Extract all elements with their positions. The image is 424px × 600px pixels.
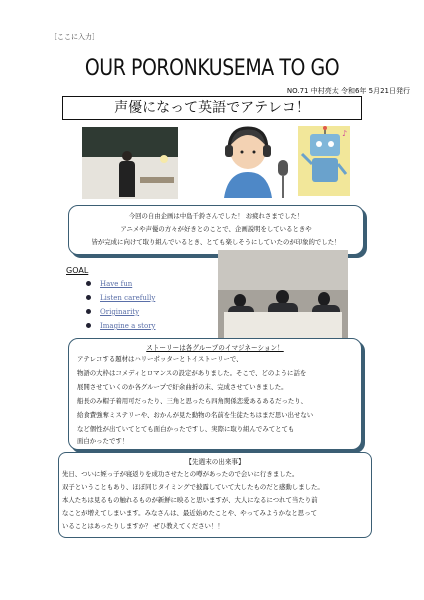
svg-text:♪: ♪ [342,129,348,138]
intro-line: 今回の自由企画は中島千鈴さんでした！ お疲れさまでした！ [128,212,304,220]
group-work-photo [218,250,348,346]
story-line: アテレコする題材はハリーポッターとトイストーリーで、 [77,355,243,363]
newsletter-title: OUR PORONKUSEMA TO GO [84,56,340,81]
intro-speech-bubble [68,205,364,255]
story-line: 給食費強奪ミステリーや、おかんが見た動物の名前を生徒たちはまだ思い出せない [77,411,314,419]
voice-actor-illustration [218,124,352,198]
goal-list [86,279,216,335]
story-line: 面白かったです！ [77,437,129,445]
story-line: など個性が出ていてとても面白かったですし、実際に取り組んでみてとても [77,425,295,433]
microphone-icon [278,160,288,198]
goal-heading: GOAL [66,266,89,275]
goal-item[interactable]: Listen carefully [86,293,216,307]
headphones-person-illustration [224,128,272,198]
robot-illustration [298,126,350,196]
bullet-icon [86,281,91,286]
bullet-icon [86,295,91,300]
weekend-title: 【先週末の出来事】 [185,458,245,466]
weekend-line: 本人たちは見るもの触れるものが新鮮に映ると思いますが、大人になるにつれて当たり前 [62,496,318,504]
issue-info: NO.71 中村亮太 令和6年 5月21日発行 [286,87,410,95]
intro-line: 皆が完成に向けて取り組んでいるとき、とても楽しそうにしていたのが印象的でした！ [91,238,341,246]
weekend-line: 双子ということもあり、ほぼ同じタイミングで披露していて大したものだと感動しました。 [62,483,324,491]
intro-line: アニメや声優の方々が好きとのことで、企画説明をしているときや [120,225,312,233]
goal-item[interactable]: Imagine a story [86,321,216,335]
bullet-icon [86,323,91,328]
story-speech-bubble [68,338,362,450]
story-title: ストーリーは各グループのイマジネーション！ [146,344,284,352]
goal-item[interactable]: Have fun [86,279,216,293]
story-line: 船長のみ帽子着用可だったり、三角と思ったら四角関係恋愛あるあるだったり、 [77,397,308,405]
goal-item[interactable]: Originarity [86,307,216,321]
weekend-line: いることはあったりしますか？ ぜひ教えてください！！ [62,522,224,530]
story-line: 物語の大枠はコメディとロマンスの設定がありました。そこで、どのように話を [77,369,307,377]
story-line: 展開させていくのか各グループで紆余曲折の末、完成させていきました。 [77,383,288,391]
placeholder-tag: ［ここに入力］ [50,33,99,41]
weekend-line: 先日、ついに姪っ子が寝返りを成功させたとの噂があったので会いに行きました。 [62,470,299,478]
bullet-icon [86,309,91,314]
headline-box: 声優になって英語でアテレコ！ [62,96,362,120]
weekend-events-box [58,452,372,538]
presenter-photo [82,127,178,199]
weekend-line: なことが増えてしまいます。みなさんは、最近始めたことや、やってみようかなと思って [62,509,317,517]
